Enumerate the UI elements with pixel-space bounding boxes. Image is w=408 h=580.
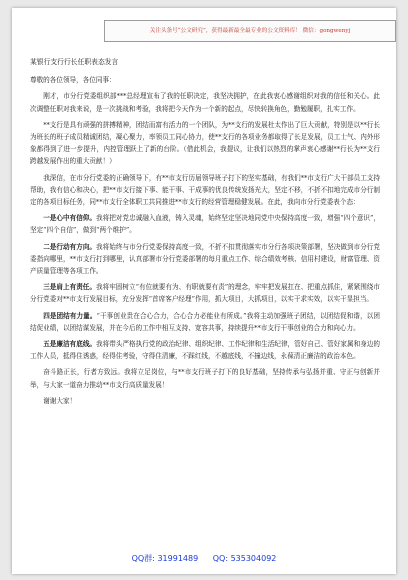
- paragraph: [30, 338, 380, 362]
- paragraph: [30, 119, 380, 168]
- document-body: [30, 56, 380, 411]
- paragraph-text: 我将带头严格执行党的政治纪律、组织纪律、工作纪律和生活纪律，管好自己、管好家属和身边的工作人员，抵得住诱惑，经得住考验，守得住清廉，不踩红线，不越底线，不撞边线，永葆清正廉洁的政治本色。: [30, 340, 381, 361]
- paragraph: [30, 366, 380, 390]
- paragraph-text: 我将牢固树立“有位就要有为、有职就要有责”的理念，牢牢把发展扛在、把重点抓住，紧紧围绕市分行党委对**市支行发展目标，充分发挥“首席客户经理”作用，抓大项目，大抓项目，以实干求实效，以实干显担当。: [30, 283, 380, 304]
- paragraph-lead: 一是心中有信仰。: [43, 214, 96, 223]
- footer-contacts: [12, 553, 396, 564]
- paragraph-text: **支行是具有顽强的拼搏精神，团结而富有活力的一个团队，为**支行的发展杜太作出了巨大贡献，特别是以**行长为班长的班子成员精诚团结，凝心聚力，率领员工同心协力，使**支行的各项业务都取得了长足发展，员工士气、内外形象都得到了进一步提升，内控管理跃上了新的台阶。（借此机会，我提议，让我们以热烈的掌声衷心感谢**行长为**支行跨越发展作出的重大贡献！）: [30, 120, 380, 166]
- promo-banner: 关注头条号“公文研究”，获得最新最全最专业的公文资料库！ 微信：gongwenyj: [104, 20, 396, 42]
- paragraph-text: 我将把对党忠诚融入血液，铸入灵魂，始终坚定坚决地同党中央保持高度一致，增强“四个意识”，坚定“四个自信”，做到“两个维护”。: [30, 214, 380, 235]
- qq-number: QQ: 535304092: [212, 554, 277, 563]
- paragraph: [30, 281, 380, 305]
- paragraph-lead: 五是廉洁有底线。: [43, 340, 97, 349]
- paragraph: [30, 241, 380, 278]
- qq-group-number: QQ群: 31991489: [131, 554, 199, 563]
- paragraph-text: 我将始终与市分行党委保持高度一致，不折不扣贯彻落实市分行各项决策部署，坚决做到市分行党委指向哪里，**市支行打到哪里，认真部署市分行党委部署的每月重点工作、综合绩效考核、信用村建设，财富管理、资产质量管理等各项工作。: [30, 242, 381, 276]
- document-title: 某银行支行行长任职表态发言: [30, 58, 119, 66]
- paragraph-lead: 二是行动有方向。: [43, 242, 97, 251]
- paragraph: [30, 212, 380, 236]
- paragraph-lead: 四是团结有力量。: [43, 311, 97, 320]
- closing: [30, 395, 380, 407]
- paragraph-text: “干事创业贵在合心合力，合心合力必能业有所成。”我将主动加强班子团结，以团结促和谐，以团结促业绩，以团结谋发展，并在今后的工作中相互支持、宽容共事，持续提升**市支行干事创业的合力和向心力。: [30, 311, 380, 332]
- paragraph-lead: 三是肩上有责任。: [43, 283, 96, 292]
- paragraph: [30, 172, 380, 209]
- paragraph-text: 我深信，在市分行党委的正确领导下，有**市支行历届领导班子打下的坚实基础，有我们**市支行广大干部员工支持帮助，我有信心和决心，把**市支行接下事、能干事、干成事的优良传统发扬光大，坚定不移，不折不扣地完成市分行制定的各项目标任务，同**市支行全体职工共同推进**市支行的经营管理稳健发展。在此，我向市分行党委表个态：: [30, 173, 380, 207]
- paragraph-text: 刚才，市分行党委组织部***总经理宣布了我的任职决定，我坚决拥护，在此我衷心感谢组织对我的信任和关心。此次调整任职对我来说，是一次挑战和考验，我将把今天作为一个新的起点，尽快转换角色，勤勉履职，扎实工作。: [30, 92, 380, 113]
- paragraph-text: 谢谢大家！: [43, 396, 77, 405]
- document-page: [12, 8, 396, 574]
- paragraph-text: 奋斗路正长，行者方致远。我将立足岗位，与**市支行班子打下的良好基础，坚持传承与弘扬并重、守正与创新并举，与大家一道奋力推动**市支行高质量发展！: [30, 368, 380, 389]
- paragraph: [30, 90, 380, 114]
- greeting: 尊敬的各位领导，各位同事：: [30, 76, 116, 85]
- paragraph: [30, 310, 380, 334]
